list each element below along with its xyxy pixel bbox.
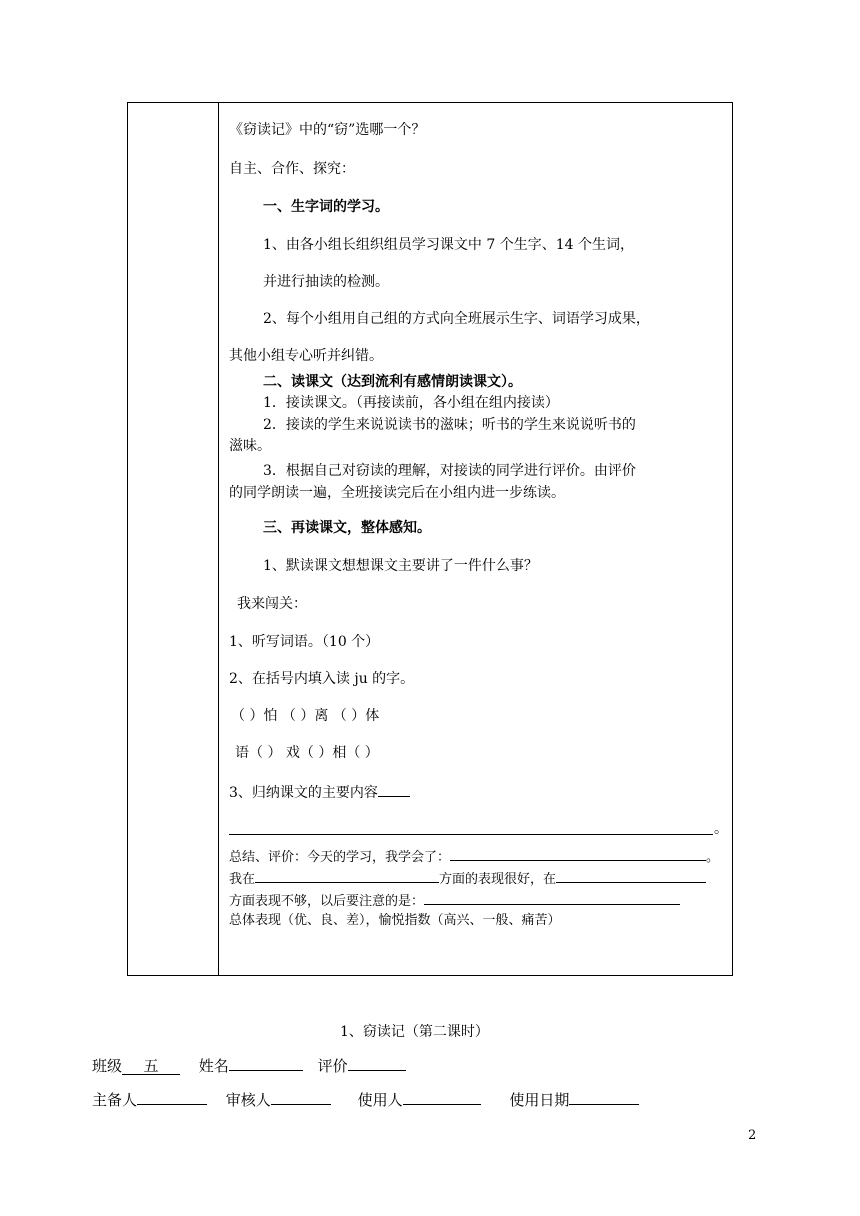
question3-blank[interactable] xyxy=(378,782,410,797)
section2-heading: 二、读课文（达到流利有感情朗读课文）。 xyxy=(263,374,522,390)
s1-item2b: 其他小组专心听并纠错。 xyxy=(229,348,383,364)
question2: 2、在括号内填入读 ju 的字。 xyxy=(229,671,415,687)
page-number: 2 xyxy=(748,1128,757,1143)
summary-learned-text: 总结、评价：今天的学习，我学会了： xyxy=(229,850,451,865)
question2-row1: （ ）怕 （ ）离 （ ）体 xyxy=(231,708,380,724)
summary-improve-text: 方面表现不够，以后要注意的是： xyxy=(229,894,425,909)
s2-item2b: 滋味。 xyxy=(229,438,271,454)
s2-item2a: 2．接读的学生来说说读书的滋味；听书的学生来说说听书的 xyxy=(263,417,636,433)
summary-improve xyxy=(229,890,680,911)
preparer-label: 主备人 xyxy=(92,1091,138,1109)
s2-item3a: 3．根据自己对窃读的理解，对接读的同学进行评价。由评价 xyxy=(263,463,636,479)
reviewer-blank[interactable] xyxy=(271,1086,331,1105)
summary-strengths xyxy=(229,868,706,889)
date-blank[interactable] xyxy=(569,1086,639,1105)
user-label: 使用人 xyxy=(357,1091,403,1109)
intro-question: 《窃读记》中的“窃”选哪一个？ xyxy=(229,122,426,138)
preparer-blank[interactable] xyxy=(137,1086,207,1105)
summary-overall: 总体表现（优、良、差），愉悦指数（高兴、一般、痛苦） xyxy=(229,913,561,928)
challenge-label: 我来闯关： xyxy=(237,596,307,612)
eval-blank[interactable] xyxy=(348,1052,406,1071)
s2-item1: 1．接读课文。（再接读前，各小组在组内接读） xyxy=(263,395,559,411)
footer-title: 1、窃读记（第二课时） xyxy=(340,1024,489,1040)
summary-learned-blank[interactable] xyxy=(450,846,706,861)
s1-item2a: 2、每个小组用自己组的方式向全班展示生字、词语学习成果， xyxy=(263,311,650,327)
lesson-content-cell xyxy=(229,103,728,975)
reviewer-label: 审核人 xyxy=(225,1091,271,1109)
s2-item3b: 的同学朗读一遍，全班接读完后在小组内进一步练读。 xyxy=(229,485,565,501)
summary-weakness-blank[interactable] xyxy=(556,868,706,883)
summary-period: 。 xyxy=(706,850,720,865)
answer-period: 。 xyxy=(714,821,728,837)
question3 xyxy=(229,782,410,802)
summary-strengths-text2: 方面的表现很好，在 xyxy=(439,872,557,887)
answer-line[interactable] xyxy=(229,834,713,835)
s1-item1a: 1、由各小组长组织组员学习课文中 7 个生字、14 个生词， xyxy=(263,237,634,253)
eval-label: 评价 xyxy=(317,1057,348,1075)
footer-row2 xyxy=(92,1086,639,1110)
self-study-label: 自主、合作、探究： xyxy=(229,161,355,177)
summary-strengths-blank[interactable] xyxy=(255,868,439,883)
column-divider xyxy=(218,103,219,975)
question1: 1、听写词语。（10 个） xyxy=(229,634,380,650)
s1-item1b: 并进行抽读的检测。 xyxy=(263,274,389,290)
question2-row2: 语（ ） 戏（ ）相（ ） xyxy=(235,745,379,761)
user-blank[interactable] xyxy=(403,1086,481,1105)
section1-heading: 一、生字词的学习。 xyxy=(263,199,389,215)
question3-text: 3、归纳课文的主要内容 xyxy=(229,785,378,801)
summary-learned xyxy=(229,846,719,867)
footer-row1 xyxy=(92,1052,406,1076)
summary-strengths-text1: 我在 xyxy=(229,872,256,887)
class-label: 班级 xyxy=(92,1057,123,1075)
lesson-table xyxy=(127,102,733,976)
date-label: 使用日期 xyxy=(509,1091,570,1109)
name-blank[interactable] xyxy=(229,1052,303,1071)
s3-item1: 1、默读课文想想课文主要讲了一件什么事？ xyxy=(263,558,538,574)
section3-heading: 三、再读课文，整体感知。 xyxy=(263,520,431,536)
class-value[interactable]: 五 xyxy=(122,1056,180,1075)
name-label: 姓名 xyxy=(198,1057,229,1075)
summary-improve-blank[interactable] xyxy=(424,890,680,905)
